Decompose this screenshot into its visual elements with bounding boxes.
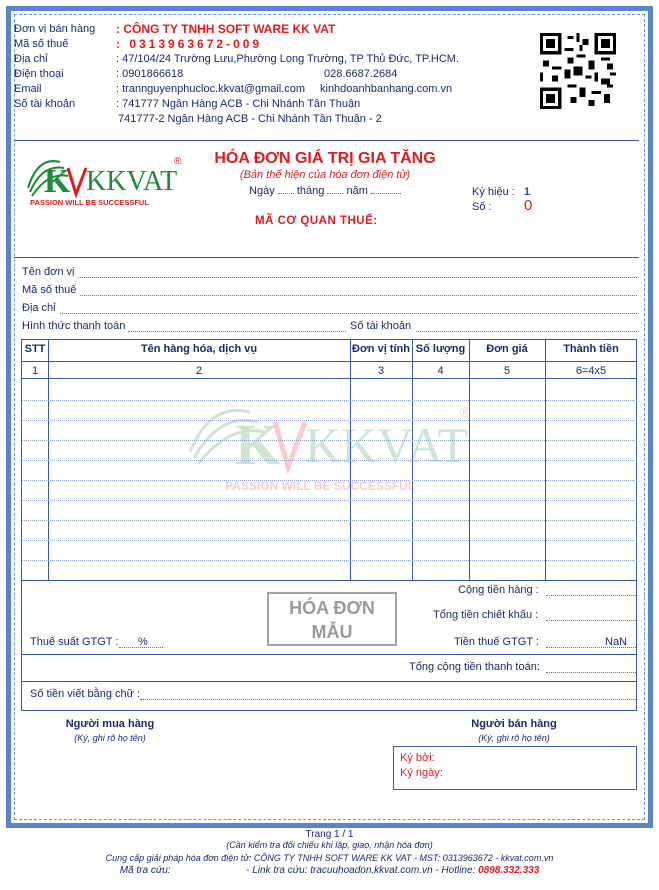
svg-text:®: ® xyxy=(460,404,471,420)
signed-by: Ký bởi: xyxy=(400,752,435,764)
buyer-unit-label: Tên đơn vị xyxy=(22,266,75,278)
invoice-date: Ngày tháng năm xyxy=(190,185,460,197)
col-number-3: 3 xyxy=(377,365,385,377)
footer-note: (Cần kiểm tra đối chiếu khi lập, giao, nhận hóa đơn) xyxy=(226,840,433,850)
seller-fax: 028.6687.2684 xyxy=(324,68,398,80)
buyer-info xyxy=(22,266,637,338)
grand-total-label: Tổng cộng tiền thanh toán: xyxy=(409,661,540,673)
seller-email-label: Email xyxy=(14,83,42,95)
buyer-account-label: Số tài khoản xyxy=(350,320,412,332)
seller-address: : 47/104/24 Trường Lưu,Phường Long Trường, TP Thủ Đức, TP.HCM. xyxy=(116,53,460,65)
col-number-4: 4 xyxy=(437,365,444,377)
page-number: Trang 1 / 1 xyxy=(305,829,354,840)
footer xyxy=(0,829,659,876)
seller-account-label: Số tài khoản xyxy=(14,98,76,110)
invoice-title-block xyxy=(190,150,460,197)
symbol-value: 1 xyxy=(524,186,531,198)
svg-text:KKVAT: KKVAT xyxy=(86,166,178,197)
number-label: Số : xyxy=(472,201,492,213)
buyer-tax-label: Mã số thuế xyxy=(22,284,77,296)
seller-signature: Người bán hàng (Ký, ghi rõ họ tên) xyxy=(471,718,557,743)
svg-text:K: K xyxy=(44,163,71,200)
buyer-signature: Người mua hàng (Ký, ghi rõ họ tên) xyxy=(65,718,155,743)
signed-date: Ký ngày: xyxy=(400,767,443,779)
kkvat-logo xyxy=(24,152,194,208)
svg-text:PASSION WILL BE SUCCESSFUL: PASSION WILL BE SUCCESSFUL xyxy=(30,198,149,207)
seller-name: : CÔNG TY TNHH SOFT WARE KK VAT xyxy=(116,22,336,36)
col-number-5: 5 xyxy=(503,365,511,377)
vat-value: NaN xyxy=(605,636,628,648)
seller-website: kinhdoanhbanhang.com.vn xyxy=(320,83,453,95)
title-divider xyxy=(14,257,639,258)
qr-code xyxy=(540,33,616,109)
col-number-6: 6=4x5 xyxy=(575,365,607,377)
vat-rate-label: Thuế suất GTGT : xyxy=(30,636,119,648)
seller-email: : trannguyenphucloc.kkvat@gmail.com xyxy=(116,83,306,95)
svg-text:PASSION WILL BE SUCCESSFUL: PASSION WILL BE SUCCESSFUL xyxy=(225,479,416,493)
vat-rate-unit: % xyxy=(138,636,148,648)
header-quantity: Số lượng xyxy=(415,343,466,355)
col-number-1: 1 xyxy=(31,365,39,377)
buyer-payment-label: Hình thức thanh toán xyxy=(22,320,126,332)
lookup-label: Mã tra cứu: xyxy=(119,865,171,876)
vat-label: Tiền thuế GTGT : xyxy=(454,636,539,648)
header-amount: Thành tiền xyxy=(563,343,619,355)
items-table xyxy=(21,339,637,711)
discount-label: Tổng tiền chiết khấu : xyxy=(433,609,539,621)
svg-text:®: ® xyxy=(174,156,182,167)
col-number-2: 2 xyxy=(195,365,203,377)
hotline[interactable]: 0898.332.333 xyxy=(478,865,540,876)
subtotal-label: Cộng tiền hàng : xyxy=(458,584,539,596)
amount-in-words-label: Số tiền viết bằng chữ : xyxy=(30,688,141,700)
seller-info xyxy=(14,22,534,127)
invoice-number: 0 xyxy=(524,197,533,214)
header-unit-price: Đơn giá xyxy=(486,343,528,355)
header-divider xyxy=(14,140,639,141)
buyer-address-label: Địa chỉ xyxy=(22,302,56,314)
lookup-link[interactable]: - Link tra cứu: tracuuhoadon.kkvat.com.vn - Hotline: xyxy=(246,865,476,876)
svg-text:K: K xyxy=(235,412,281,477)
svg-text:KKVAT: KKVAT xyxy=(305,417,468,473)
invoice-symbol-block xyxy=(472,185,531,215)
header-item-name: Tên hàng hóa, dịch vụ xyxy=(140,343,258,355)
header-unit: Đơn vị tính xyxy=(352,343,410,355)
seller-name-label: Đơn vị bán hàng xyxy=(14,23,96,35)
symbol-label: Ký hiệu : xyxy=(472,186,515,198)
seller-tax-code: : 0313963672-009 xyxy=(116,37,263,51)
digital-signature-box xyxy=(393,746,637,790)
seller-account-1: : 741777 Ngân Hàng ACB - Chi Nhánh Tân Thuận xyxy=(116,98,361,110)
header-stt: STT xyxy=(24,343,46,355)
invoice-subtitle: (Bản thể hiện của hóa đơn điện tử) xyxy=(239,169,411,181)
seller-tax-label: Mã số thuế xyxy=(14,38,69,50)
seller-account-2: 741777-2 Ngân Hàng ACB - Chi Nhánh Tân Thuận - 2 xyxy=(118,113,382,125)
tax-authority-code: MÃ CƠ QUAN THUẾ: xyxy=(255,215,378,227)
seller-phone-label: Điện thoại xyxy=(14,68,64,80)
invoice-title: HÓA ĐƠN GIÁ TRỊ GIA TĂNG xyxy=(214,150,436,167)
footer-provider: Cung cấp giải pháp hóa đơn điện tử: CÔNG TY TNHH SOFT WARE KK VAT - MST: 0313963672 - kkvat.com.vn xyxy=(105,853,554,863)
seller-address-label: Địa chỉ xyxy=(14,53,48,65)
sample-stamp: HÓA ĐƠN MẪU xyxy=(267,592,397,646)
seller-phone: : 0901866618 xyxy=(116,68,184,80)
